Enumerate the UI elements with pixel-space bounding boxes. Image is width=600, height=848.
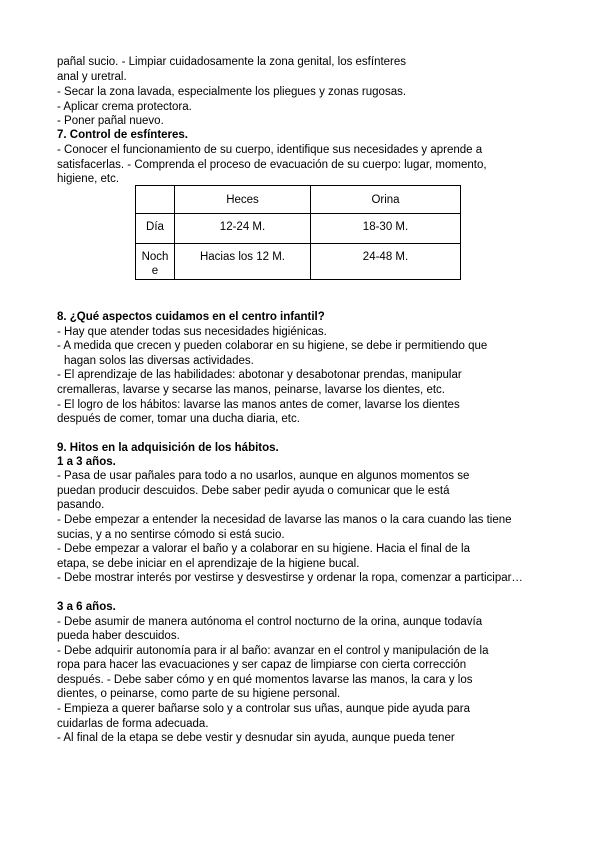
text-line: - Debe empezar a entender la necesidad de lavarse las manos o la cara cuando las tiene (57, 514, 512, 526)
table-cell: Hacias los 12 M. (175, 244, 311, 280)
sphincter-control-table (135, 185, 461, 280)
subsection-heading: 3 a 6 años. (57, 601, 116, 613)
text-line: pasando. (57, 499, 105, 511)
text-line: - Hay que atender todas sus necesidades higiénicas. (57, 326, 327, 338)
subsection-heading: 1 a 3 años. (57, 456, 116, 468)
table-cell: 18-30 M. (311, 214, 461, 244)
text-line: - Debe empezar a valorar el baño y a colaborar en su higiene. Hacia el final de la (57, 543, 470, 555)
table-cell: Noch e (136, 244, 175, 280)
text-line: satisfacerlas. - Comprenda el proceso de evacuación de su cuerpo: lugar, momento, (57, 159, 487, 171)
text-line: - Debe mostrar interés por vestirse y desvestirse y ordenar la ropa, comenzar a participar… (57, 572, 523, 584)
table-header-cell: Orina (311, 186, 461, 214)
text-line: - Al final de la etapa se debe vestir y desnudar sin ayuda, aunque pueda tener (57, 732, 455, 744)
section-heading: 9. Hitos en la adquisición de los hábitos. (57, 442, 279, 454)
text-line: etapa, se debe iniciar en el aprendizaje de la higiene bucal. (57, 558, 360, 570)
table-header-cell: Heces (175, 186, 311, 214)
text-line: - Debe adquirir autonomía para ir al baño: avanzar en el control y manipulación de la (57, 645, 489, 657)
text-line: - Secar la zona lavada, especialmente los pliegues y zonas rugosas. (57, 86, 407, 98)
text-line: - Debe asumir de manera autónoma el control nocturno de la orina, aunque todavía (57, 616, 483, 628)
text-line: - A medida que crecen y pueden colaborar en su higiene, se debe ir permitiendo que (57, 340, 488, 352)
text-line: después de comer, tomar una ducha diaria, etc. (57, 413, 300, 425)
text-line: anal y uretral. (57, 71, 127, 83)
text-line: puedan producir descuidos. Debe saber pedir ayuda o comunicar que le está (57, 485, 450, 497)
section-heading: 8. ¿Qué aspectos cuidamos en el centro infantil? (57, 311, 325, 323)
text-line: ropa para hacer las evacuaciones y ser capaz de limpiarse con cierta corrección (57, 659, 467, 671)
text-line: - Conocer el funcionamiento de su cuerpo, identifique sus necesidades y aprende a (57, 144, 483, 156)
table-row (136, 214, 461, 244)
text-line: cuidarlas de forma adecuada. (57, 718, 209, 730)
text-line: sucias, y a no sentirse cómodo si está sucio. (57, 529, 285, 541)
table-cell: 12-24 M. (175, 214, 311, 244)
text-line: hagan solos las diversas actividades. (64, 355, 254, 367)
table-cell: 24-48 M. (311, 244, 461, 280)
text-line: pueda haber descuidos. (57, 630, 180, 642)
section-heading: 7. Control de esfínteres. (57, 129, 189, 141)
text-line: pañal sucio. - Limpiar cuidadosamente la zona genital, los esfínteres (57, 56, 407, 68)
text-line: después. - Debe saber cómo y en qué momentos lavarse las manos, la cara y los (57, 674, 473, 686)
table-row (136, 244, 461, 280)
text-line: cremalleras, lavarse y secarse las manos, peinarse, lavarse los dientes, etc. (57, 384, 445, 396)
table-header-row (136, 186, 461, 214)
text-line: dientes, o peinarse, como parte de su higiene personal. (57, 688, 341, 700)
text-line: - Aplicar crema protectora. (57, 101, 192, 113)
text-line: - Poner pañal nuevo. (57, 115, 164, 127)
text-line: - El logro de los hábitos: lavarse las manos antes de comer, lavarse los dientes (57, 399, 460, 411)
text-line: - Pasa de usar pañales para todo a no usarlos, aunque en algunos momentos se (57, 470, 470, 482)
text-line: - Empieza a querer bañarse solo y a controlar sus uñas, aunque pide ayuda para (57, 703, 470, 715)
table-header-cell (136, 186, 175, 214)
text-line: - El aprendizaje de las habilidades: abotonar y desabotonar prendas, manipular (57, 369, 462, 381)
table-cell: Día (136, 214, 175, 244)
text-line: higiene, etc. (57, 173, 120, 185)
